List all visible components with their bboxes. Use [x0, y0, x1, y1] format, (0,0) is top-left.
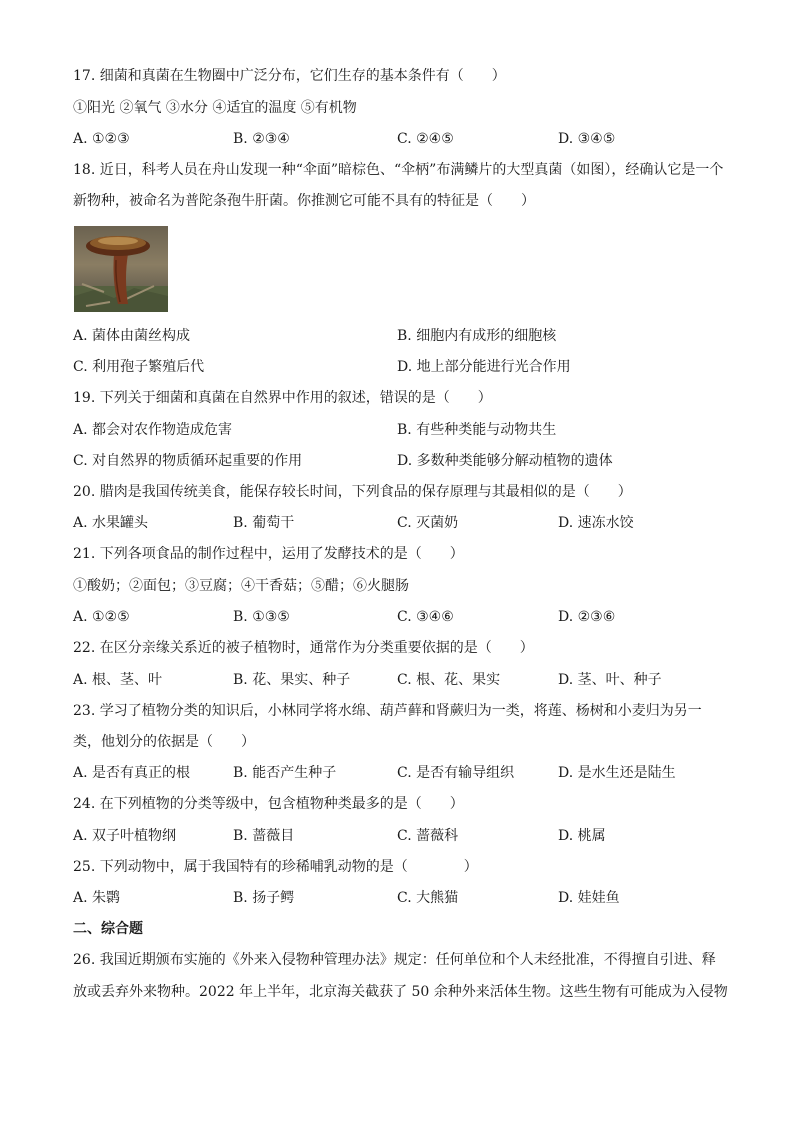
q24-option-b: B. 蔷薇目	[233, 828, 295, 844]
q19-option-d: D. 多数种类能够分解动植物的遗体	[397, 453, 613, 469]
q20-option-a: A. 水果罐头	[73, 515, 149, 531]
q18-stem-line2: 新物种，被命名为普陀条孢牛肝菌。你推测它可能不具有的特征是（ ）	[73, 193, 535, 209]
q25-option-d: D. 娃娃鱼	[558, 890, 620, 906]
q24-option-a: A. 双子叶植物纲	[73, 828, 177, 844]
q23-stem-line1: 23. 学习了植物分类的知识后，小林同学将水绵、葫芦藓和肾蕨归为一类，将莲、杨树和小麦归为另一	[73, 703, 702, 719]
q25-option-b: B. 扬子鳄	[233, 890, 295, 906]
q25-option-a: A. 朱鹮	[73, 890, 121, 906]
q24-option-d: D. 桃属	[558, 828, 606, 844]
q17-option-d: D. ③④⑤	[558, 131, 616, 147]
q19-option-c: C. 对自然界的物质循环起重要的作用	[73, 453, 303, 469]
q19-option-b: B. 有些种类能与动物共生	[397, 422, 557, 438]
q23-option-c: C. 是否有输导组织	[397, 765, 515, 781]
q17-conditions: ①阳光 ②氧气 ③水分 ④适宜的温度 ⑤有机物	[73, 100, 357, 116]
q24-option-c: C. 蔷薇科	[397, 828, 459, 844]
mushroom-photo	[74, 226, 168, 312]
q19-option-a: A. 都会对农作物造成危害	[73, 422, 233, 438]
q22-option-d: D. 茎、叶、种子	[558, 672, 662, 688]
q21-foods: ①酸奶；②面包；③豆腐；④干香菇；⑤醋；⑥火腿肠	[73, 578, 409, 594]
q23-option-b: B. 能否产生种子	[233, 765, 337, 781]
q22-stem: 22. 在区分亲缘关系近的被子植物时，通常作为分类重要依据的是（ ）	[73, 640, 534, 656]
q25-stem: 25. 下列动物中，属于我国特有的珍稀哺乳动物的是（ ）	[73, 859, 478, 875]
q18-option-a: A. 菌体由菌丝构成	[73, 328, 191, 344]
q23-option-d: D. 是水生还是陆生	[558, 765, 676, 781]
q22-option-a: A. 根、茎、叶	[73, 672, 163, 688]
section-heading: 二、综合题	[73, 921, 143, 937]
q26-stem-line1: 26. 我国近期颁布实施的《外来入侵物种管理办法》规定：任何单位和个人未经批准，不得擅自引进、释	[73, 952, 716, 968]
q17-option-b: B. ②③④	[233, 131, 290, 147]
q21-option-d: D. ②③⑥	[558, 609, 616, 625]
q18-stem-line1: 18. 近日，科考人员在舟山发现一种“伞面”暗棕色、“伞柄”布满鳞片的大型真菌（如图），经确认它是一个	[73, 162, 724, 178]
q24-stem: 24. 在下列植物的分类等级中，包含植物种类最多的是（ ）	[73, 796, 464, 812]
q18-option-c: C. 利用孢子繁殖后代	[73, 359, 205, 375]
q17-option-a: A. ①②③	[73, 131, 130, 147]
q21-option-a: A. ①②⑤	[73, 609, 130, 625]
mushroom-illustration	[74, 226, 168, 312]
q21-option-b: B. ①③⑤	[233, 609, 290, 625]
q18-option-d: D. 地上部分能进行光合作用	[397, 359, 571, 375]
q21-stem: 21. 下列各项食品的制作过程中，运用了发酵技术的是（ ）	[73, 546, 464, 562]
q21-option-c: C. ③④⑥	[397, 609, 454, 625]
q18-option-b: B. 细胞内有成形的细胞核	[397, 328, 557, 344]
q17-stem: 17. 细菌和真菌在生物圈中广泛分布，它们生存的基本条件有（ ）	[73, 68, 506, 84]
q20-stem: 20. 腊肉是我国传统美食，能保存较长时间，下列食品的保存原理与其最相似的是（ ）	[73, 484, 632, 500]
q22-option-c: C. 根、花、果实	[397, 672, 501, 688]
q25-option-c: C. 大熊猫	[397, 890, 459, 906]
q22-option-b: B. 花、果实、种子	[233, 672, 351, 688]
q23-stem-line2: 类，他划分的依据是（ ）	[73, 734, 255, 750]
q20-option-b: B. 葡萄干	[233, 515, 295, 531]
q20-option-c: C. 灭菌奶	[397, 515, 459, 531]
q20-option-d: D. 速冻水饺	[558, 515, 634, 531]
q19-stem: 19. 下列关于细菌和真菌在自然界中作用的叙述，错误的是（ ）	[73, 390, 492, 406]
q17-option-c: C. ②④⑤	[397, 131, 454, 147]
q23-option-a: A. 是否有真正的根	[73, 765, 191, 781]
q26-stem-line2: 放或丢弃外来物种。2022 年上半年，北京海关截获了 50 余种外来活体生物。这些生物有可能成为入侵物	[73, 984, 728, 1000]
